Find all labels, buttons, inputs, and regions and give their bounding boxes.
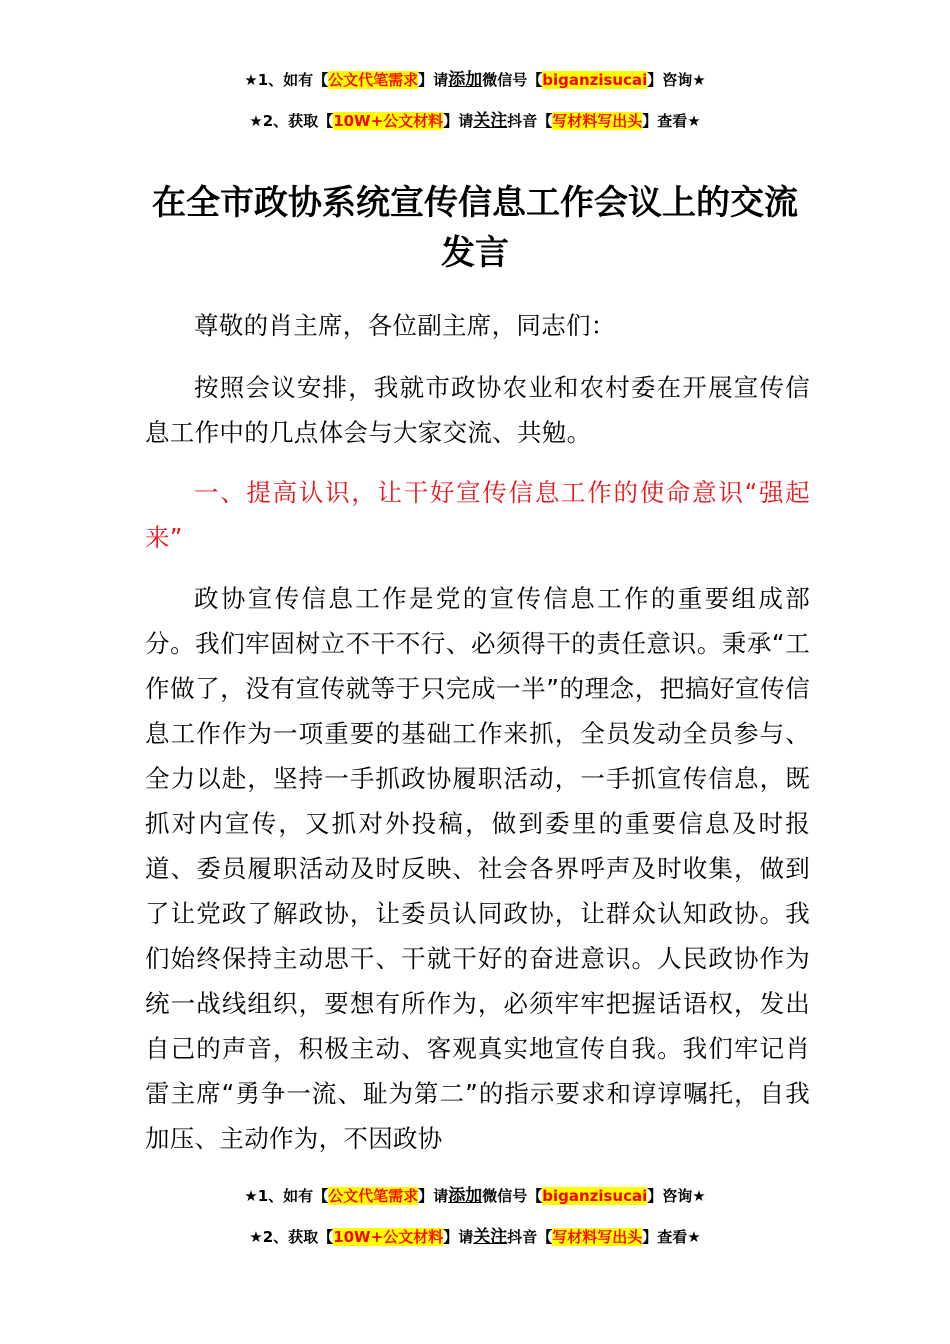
highlight-service: 公文代笔需求 xyxy=(328,1187,419,1205)
intro-paragraph: 按照会议安排，我就市政协农业和农村委在开展宣传信息工作中的几点体会与大家交流、共勉。 xyxy=(145,373,810,447)
highlight-douyin: 写材料写出头 xyxy=(552,112,643,130)
highlight-wechat-id: biganzisucai xyxy=(542,1187,648,1205)
salutation: 尊敬的肖主席，各位副主席，同志们： xyxy=(194,311,616,340)
bottom-banner-line-1: ★1、如有【公文代笔需求】请添加微信号【biganzisucai】咨询★ xyxy=(244,1186,706,1206)
highlight-service: 公文代笔需求 xyxy=(328,71,419,89)
top-banner-line-1: ★1、如有【公文代笔需求】请添加微信号【biganzisucai】咨询★ xyxy=(244,70,706,90)
document-title: 在全市政协系统宣传信息工作会议上的交流发言 xyxy=(152,183,798,273)
section-heading-1: 一、提高认识，让干好宣传信息工作的使命意识“强起来” xyxy=(145,478,810,552)
highlight-douyin: 写材料写出头 xyxy=(552,1228,643,1246)
highlight-materials: 10W+公文材料 xyxy=(333,112,444,130)
highlight-materials: 10W+公文材料 xyxy=(333,1228,444,1246)
highlight-wechat-id: biganzisucai xyxy=(542,71,648,89)
body-paragraph-1: 政协宣传信息工作是党的宣传信息工作的重要组成部分。我们牢固树立不干不行、必须得干的责任意识。秉承“工作做了，没有宣传就等于只完成一半”的理念，把搞好宣传信息工作作为一项重要的基础工作来抓，全员发动全员参与、全力以赴，坚持一手抓政协履职活动，一手抓宣传信息，既抓对内宣传，又抓对外投稿，做到委里的重要信息及时报道、委员履职活动及时反映、社会各界呼声及时收集，做到了让党政了解政协，让委员认同政协，让群众认知政协。我们始终保持主动思干、干就干好的奋进意识。人民政协作为统一战线组织，要想有所作为，必须牢牢把握话语权，发出自己的声音，积极主动、客观真实地宣传自我。我们牢记肖雷主席“勇争一流、耻为第二”的指示要求和谆谆嘱托，自我加压、主动作为，不因政协 xyxy=(145,584,810,1153)
top-banner-line-2: ★2、获取【10W+公文材料】请关注抖音【写材料写出头】查看★ xyxy=(249,111,701,131)
bottom-banner-line-2: ★2、获取【10W+公文材料】请关注抖音【写材料写出头】查看★ xyxy=(249,1227,701,1247)
